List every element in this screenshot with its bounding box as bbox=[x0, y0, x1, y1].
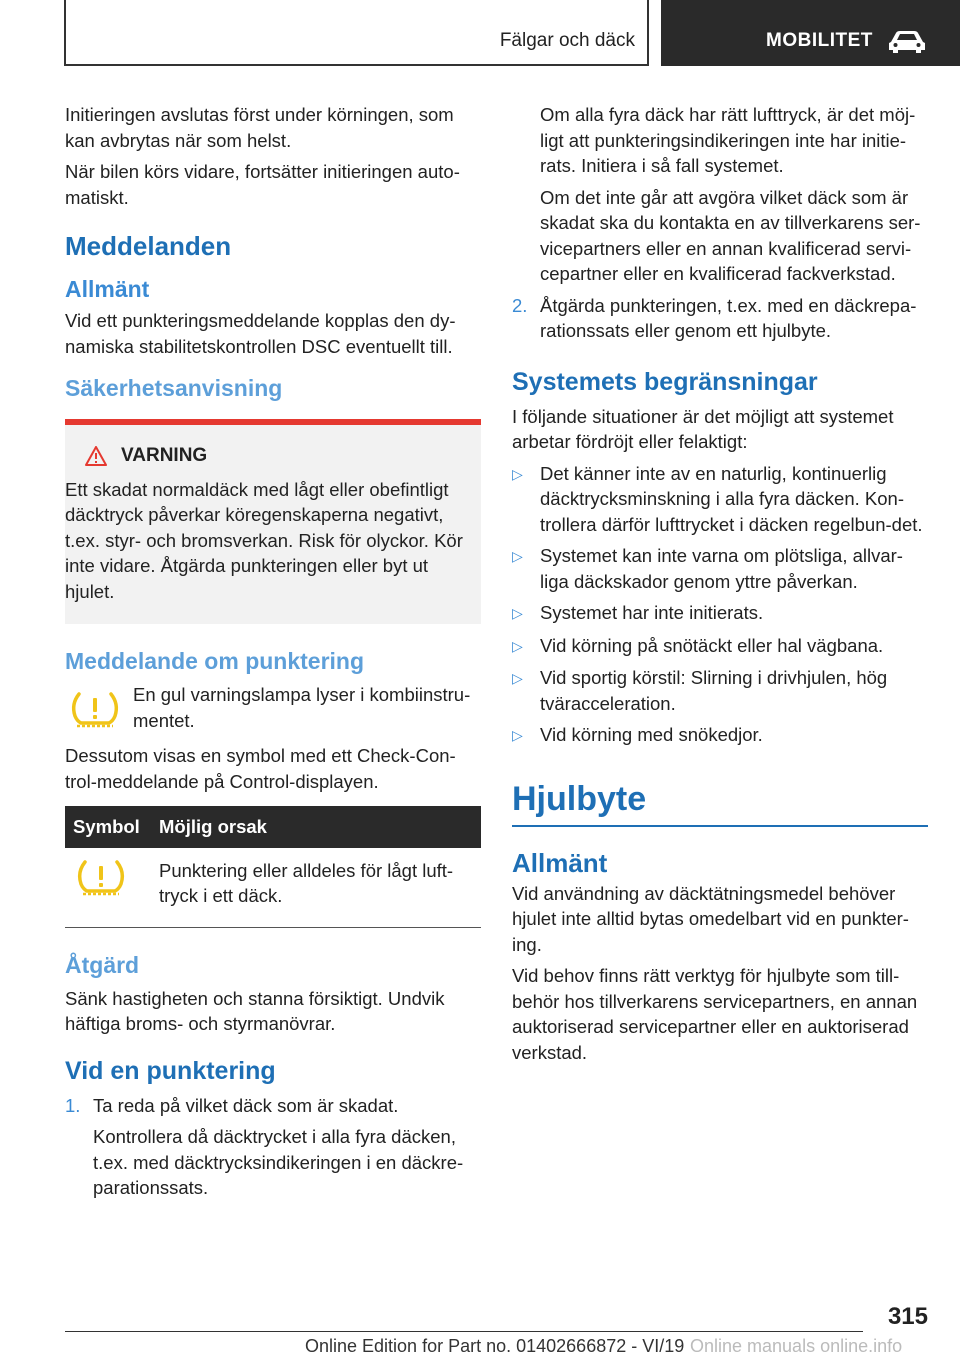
list-item bbox=[512, 633, 928, 660]
heading-sakerhetsanvisning: Säkerhetsanvisning bbox=[65, 375, 283, 401]
hjulbyte-paragraph-1: Vid användning av däcktätningsmedel behöver hjulet inte alltid bytas omedelbart vid en punkter-ing. bbox=[512, 882, 909, 955]
tire-pressure-warning-icon bbox=[73, 858, 129, 898]
display-paragraph: Dessutom visas en symbol med ett Check-Con-trol-meddelande på Control-displayen. bbox=[65, 745, 456, 792]
limit-text: Det känner inte av en naturlig, kontinuerlig däcktrycksminskning i alla fyra däcken. Kon-trollera därför lufttrycket i däcken regelbun-det. bbox=[540, 462, 923, 535]
heading-systemets-begransningar: Systemets begränsningar bbox=[512, 367, 818, 396]
lamp-text: En gul varningslampa lyser i kombiinstru-mentet. bbox=[133, 684, 471, 731]
header-chapter-box bbox=[64, 0, 649, 66]
section-title: MOBILITET bbox=[766, 30, 873, 51]
limit-text: Vid körning med snökedjor. bbox=[540, 724, 763, 745]
step-text: Åtgärda punkteringen, t.ex. med en däckrepa-rationssats eller genom ett hjulbyte. bbox=[540, 294, 917, 341]
symbol-table bbox=[65, 806, 481, 928]
triangle-bullet-icon: ▷ bbox=[512, 670, 523, 686]
table-cell-symbol bbox=[65, 848, 151, 928]
list-item bbox=[512, 461, 928, 538]
limit-text: Vid körning på snötäckt eller hal vägbana. bbox=[540, 634, 884, 656]
table-header-row bbox=[65, 806, 481, 848]
chapter-title: Fälgar och däck bbox=[499, 30, 635, 51]
heading-meddelande-om-punktering: Meddelande om punktering bbox=[65, 648, 365, 674]
list-item bbox=[512, 665, 928, 716]
car-icon bbox=[887, 28, 927, 54]
warning-title-row bbox=[85, 443, 469, 469]
atgard-paragraph: Sänk hastigheten och stanna försiktigt. Undvik häftiga broms- och styrmanövrar. bbox=[65, 987, 445, 1034]
footer-watermark: Online manuals online.info bbox=[690, 1336, 903, 1356]
triangle-bullet-icon: ▷ bbox=[512, 605, 523, 621]
warning-text: Ett skadat normaldäck med lågt eller obefintligt däcktryck påverkar köregenskaperna negativt, t.ex. styr- och bromsverkan. Risk för olyckor. Kör inte vidare. Åtgärda punkteringen eller byt ut hjulet. bbox=[65, 478, 463, 602]
limit-text: Vid sportig körstil: Slirning i drivhjulen, hög tväracceleration. bbox=[540, 667, 888, 714]
step-text: Ta reda på vilket däck som är skadat. bbox=[93, 1094, 399, 1116]
list-item bbox=[512, 722, 928, 749]
left-column bbox=[65, 102, 481, 1207]
warning-box bbox=[65, 419, 481, 624]
triangle-bullet-icon: ▷ bbox=[512, 465, 523, 482]
heading-allmant-2: Allmänt bbox=[512, 847, 608, 878]
limits-intro: I följande situationer är det möjligt att systemet arbetar fördröjt eller felaktigt: bbox=[512, 405, 894, 452]
footer-divider bbox=[65, 1331, 863, 1332]
step-number: 2. bbox=[512, 294, 528, 316]
page-number: 315 bbox=[887, 1303, 928, 1330]
warning-triangle-icon bbox=[85, 446, 107, 466]
heading-atgard: Åtgärd bbox=[65, 951, 140, 978]
continuation-paragraph-1: Om alla fyra däck har rätt lufttryck, är det möj-ligt att punkteringsindikeringen inte har initie-rats. Initiera i så fall systemet. bbox=[540, 104, 916, 176]
triangle-bullet-icon: ▷ bbox=[512, 727, 523, 743]
heading-hjulbyte: Hjulbyte bbox=[512, 779, 928, 827]
heading-vid-en-punktering: Vid en punktering bbox=[65, 1056, 276, 1085]
warning-title: VARNING bbox=[121, 445, 208, 466]
intro-paragraph-2: När bilen körs vidare, fortsätter initieringen auto-matiskt. bbox=[65, 161, 460, 208]
allmant-paragraph: Vid ett punkteringsmeddelande kopplas den dy-namiska stabilitetskontrollen DSC eventuellt till. bbox=[65, 310, 456, 357]
hjulbyte-paragraph-2: Vid behov finns rätt verktyg för hjulbyte som till-behör hos tillverkarens servicepartners, en annan auktoriserad servicepartner eller en auktoriserad verkstad. bbox=[512, 965, 918, 1063]
heading-allmant: Allmänt bbox=[65, 276, 150, 302]
footer-edition: Online Edition for Part no. 01402666872 - VI/19 bbox=[305, 1336, 685, 1356]
heading-meddelanden: Meddelanden bbox=[65, 231, 232, 261]
table-header-symbol: Symbol bbox=[65, 806, 151, 848]
right-column bbox=[512, 102, 928, 1071]
step-number: 1. bbox=[65, 1094, 81, 1116]
intro-paragraph-1: Initieringen avslutas först under körningen, som kan avbrytas när som helst. bbox=[65, 104, 454, 151]
list-item bbox=[65, 1093, 481, 1119]
list-item bbox=[512, 293, 928, 344]
limit-text: Systemet kan inte varna om plötsliga, allvar-liga däckskador genom yttre påverkan. bbox=[540, 545, 903, 592]
table-cell-cause: Punktering eller alldeles för lågt luft-tryck i ett däck. bbox=[151, 848, 481, 928]
continuation-paragraph-2: Om det inte går att avgöra vilket däck som är skadat ska du kontakta en av tillverkarens ser-vicepartners eller en annan kvalificerad servi-cepartner eller en kvalificerad fackverkstad. bbox=[540, 186, 921, 284]
step-continuation: Kontrollera då däcktrycket i alla fyra däcken, t.ex. med däcktrycksindikeringen i en däckre-parationssats. bbox=[93, 1126, 464, 1198]
triangle-bullet-icon: ▷ bbox=[512, 637, 523, 654]
table-row bbox=[65, 848, 481, 928]
list-item bbox=[512, 543, 928, 594]
list-item bbox=[512, 600, 928, 627]
triangle-bullet-icon: ▷ bbox=[512, 548, 523, 564]
header-section-box bbox=[661, 0, 960, 66]
table-header-cause: Möjlig orsak bbox=[151, 806, 481, 848]
limit-text: Systemet har inte initierats. bbox=[540, 602, 764, 623]
tire-pressure-warning-icon bbox=[67, 690, 123, 730]
lamp-row bbox=[65, 682, 481, 733]
